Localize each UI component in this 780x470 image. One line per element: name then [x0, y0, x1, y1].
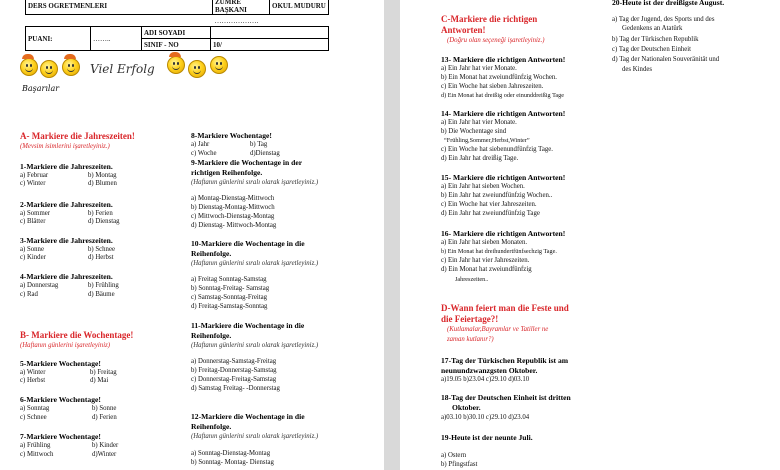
- smiley-icon: [62, 58, 80, 76]
- option[interactable]: d) Ein Monat hat dreißig oder einunddreißig Tage: [441, 92, 564, 99]
- option[interactable]: a) Freitag Sonntag-Samstag: [191, 276, 267, 283]
- option[interactable]: a) Sommer: [20, 210, 51, 217]
- question-9-line2: richtigen Reihenfolge.: [191, 168, 263, 177]
- option[interactable]: d)Winter: [92, 451, 117, 458]
- page-gutter: [384, 0, 400, 470]
- option[interactable]: d) Dienstag: [88, 218, 120, 225]
- section-c-title-line2: Antworten!: [441, 25, 486, 35]
- section-a-title: A- Markiere die Jahreszeiten!: [20, 131, 135, 141]
- smiley-icon: [20, 58, 38, 76]
- option[interactable]: b) Sonntag- Montag- Dienstag: [191, 459, 274, 466]
- section-c-title: C-Markiere die richtigen: [441, 14, 538, 24]
- hat-icon: [22, 54, 34, 59]
- option[interactable]: a) Ein Jahr hat vier Monate.: [441, 119, 517, 126]
- question-18-line2: Oktober.: [452, 403, 481, 412]
- section-c-subtitle: (Doğru olan seçeneği işaretleyiniz.): [447, 37, 545, 44]
- option[interactable]: b) Ferien: [88, 210, 113, 217]
- class-field[interactable]: 10/: [211, 39, 329, 51]
- question-14: 14- Markiere die richtigen Antworten!: [441, 109, 566, 118]
- option[interactable]: d) Tag der Nationalen Souveränität und: [612, 56, 720, 63]
- hat-icon: [64, 54, 76, 59]
- option[interactable]: c) Samstag-Sonntag-Freitag: [191, 294, 268, 301]
- option[interactable]: a) Winter: [20, 369, 46, 376]
- signature-table: [25, 0, 329, 26]
- option[interactable]: b) Freitag: [90, 369, 117, 376]
- option[interactable]: b) Ein Jahr hat zweiundfünfzig Wochen..: [441, 192, 553, 199]
- option-continued: “Frühling,Sommer,Herbst,Winter”: [444, 137, 530, 144]
- option[interactable]: d) Ferien: [92, 414, 117, 421]
- option[interactable]: a) Ein Jahr hat vier Monate.: [441, 65, 517, 72]
- option[interactable]: a) Frühling: [20, 442, 51, 449]
- name-label: ADI SOYADI: [142, 27, 211, 39]
- option[interactable]: b) Dienstag-Montag-Mittwoch: [191, 204, 275, 211]
- question-13: 13- Markiere die richtigen Antworten!: [441, 55, 566, 64]
- option[interactable]: d) Samstag Freitag- -Donnerstag: [191, 385, 280, 392]
- question-17-line2: neunundzwanzgsten Oktober.: [441, 366, 538, 375]
- option[interactable]: c) Mittwoch: [20, 451, 54, 458]
- question-12-hint: (Haftanın günlerini sıralı olarak işaretleyiniz.): [191, 433, 319, 440]
- option[interactable]: c) Herbst: [20, 377, 46, 384]
- option[interactable]: b) Pfingstfast: [441, 461, 478, 468]
- question-10: 10-Markiere die Wochentage in die: [191, 239, 305, 248]
- option[interactable]: c) Kinder: [20, 254, 46, 261]
- student-info-table: [25, 26, 329, 51]
- option[interactable]: d)Dienstag: [250, 150, 280, 157]
- option[interactable]: d) Blumen: [88, 180, 117, 187]
- option-continued: Jahreszeiten..: [455, 276, 489, 283]
- option[interactable]: b) Ein Monat hat zweiundfünfzig Wochen.: [441, 74, 557, 81]
- puani-label: PUANI:: [26, 27, 91, 51]
- option[interactable]: a) Februar: [20, 172, 49, 179]
- question-2: 2-Markiere die Jahreszeiten.: [20, 200, 113, 209]
- smiley-icon: [167, 56, 185, 74]
- question-12-line2: Reihenfolge.: [191, 422, 232, 431]
- smiley-icon: [210, 56, 228, 74]
- option[interactable]: b) Schnee: [88, 246, 115, 253]
- option[interactable]: d) Mai: [90, 377, 109, 384]
- option[interactable]: a) Donnerstag: [20, 282, 59, 289]
- option-continued: Gedenkens an Atatürk: [622, 25, 683, 32]
- option[interactable]: b) Die Wochentage sind: [441, 128, 507, 135]
- question-11: 11-Markiere die Wochentage in die: [191, 321, 305, 330]
- question-7: 7-Markiere Wochentage!: [20, 432, 101, 441]
- dots-field: ……………….: [214, 16, 259, 25]
- option[interactable]: d) Ein Jahr hat dreißig Tage.: [441, 155, 519, 162]
- option[interactable]: a) Ostern: [441, 452, 467, 459]
- question-19: 19-Heute ist der neunte Juli.: [441, 433, 533, 442]
- question-18-options[interactable]: a)03.10 b)30.10 c)29.10 d)23.04: [441, 414, 530, 421]
- question-9-hint: (Haftanın günlerini sıralı olarak işaretleyiniz.): [191, 179, 319, 186]
- viel-erfolg-text: Viel Erfolg: [90, 62, 155, 76]
- section-d-title: D-Wann feiert man die Feste und: [441, 303, 569, 313]
- option[interactable]: b) Freitag-Donnerstag-Samstag: [191, 367, 277, 374]
- option[interactable]: a) Montag-Dienstag-Mittwoch: [191, 195, 275, 202]
- puani-field: ……..: [91, 27, 142, 51]
- option[interactable]: a) Sonntag-Dienstag-Montag: [191, 450, 271, 457]
- question-1: 1-Markiere die Jahreszeiten.: [20, 162, 113, 171]
- question-3: 3-Markiere die Jahreszeiten.: [20, 236, 113, 245]
- question-11-hint: (Haftanın günlerini sıralı olarak işaretleyiniz.): [191, 342, 319, 349]
- option[interactable]: a) Tag der Jugend, des Sports und des: [612, 16, 715, 23]
- question-20: 20-Heute ist der dreißigste August.: [612, 0, 725, 7]
- option[interactable]: c) Blätter: [20, 218, 46, 225]
- option[interactable]: a) Ein Jahr hat sieben Monaten.: [441, 239, 528, 246]
- smiley-icon: [188, 60, 206, 78]
- section-b-title: B- Markiere die Wochentage!: [20, 330, 134, 340]
- option[interactable]: a) Ein Jahr hat sieben Wochen.: [441, 183, 525, 190]
- worksheet-page-1: [0, 0, 384, 470]
- name-field[interactable]: [211, 27, 329, 39]
- question-10-line2: Reihenfolge.: [191, 249, 232, 258]
- mudur-cell: OKUL MUDURU: [270, 0, 329, 15]
- option[interactable]: c) Mittwoch-Dienstag-Montag: [191, 213, 275, 220]
- option[interactable]: c) Ein Woche hat siebenundfünfzig Tage.: [441, 146, 553, 153]
- question-6: 6-Markiere Wochentage!: [20, 395, 101, 404]
- option[interactable]: d) Ein Jahr hat zweiundfünfzig Tage: [441, 210, 540, 217]
- option[interactable]: b) Sonntag-Freitag- Samstag: [191, 285, 270, 292]
- basarilar-text: Başarılar: [22, 84, 60, 93]
- option[interactable]: c) Ein Woche hat vier Jahreszeiten.: [441, 201, 537, 208]
- question-5: 5-Markiere Wochentage!: [20, 359, 101, 368]
- option-continued: des Kindes: [622, 66, 653, 73]
- option[interactable]: a) Sonntag: [20, 405, 50, 412]
- question-12: 12-Markiere die Wochentage in die: [191, 412, 305, 421]
- question-16: 16- Markiere die richtigen Antworten!: [441, 229, 566, 238]
- option[interactable]: b) Tag der Türkischen Republik: [612, 36, 699, 43]
- question-9: 9-Markiere die Wochentage in der: [191, 158, 303, 167]
- question-15: 15- Markiere die richtigen Antworten!: [441, 173, 566, 182]
- option[interactable]: c) Ein Woche hat sieben Jahreszeiten.: [441, 83, 544, 90]
- option[interactable]: c) Ein Jahr hat vier Jahreszeiten.: [441, 257, 530, 264]
- option[interactable]: c) Tag der Deutschen Einheit: [612, 46, 692, 53]
- option[interactable]: c) Winter: [20, 180, 46, 187]
- question-11-line2: Reihenfolge.: [191, 331, 232, 340]
- question-17: 17-Tag der Türkischen Republik ist am: [441, 356, 569, 365]
- option[interactable]: b) Tag: [250, 141, 268, 148]
- zumre-cell: ZÜMRE BAŞKANI: [213, 0, 270, 15]
- class-label: SINIF - NO: [142, 39, 211, 51]
- option[interactable]: b) Ein Monat hat dreihundertfünfsechzig Tage.: [441, 248, 557, 255]
- question-8: 8-Markiere Wochentage!: [191, 131, 272, 140]
- option[interactable]: a) Donnerstag-Samstag-Freitag: [191, 358, 277, 365]
- section-d-subtitle-line2: zaman kutlanır?): [447, 336, 494, 343]
- option[interactable]: a) Sonne: [20, 246, 44, 253]
- option[interactable]: a) Jahr: [191, 141, 210, 148]
- smiley-icon: [40, 60, 58, 78]
- option[interactable]: d) Bäume: [88, 291, 115, 298]
- option[interactable]: b) Sonne: [92, 405, 117, 412]
- option[interactable]: c) Rad: [20, 291, 38, 298]
- option[interactable]: c) Woche: [191, 150, 217, 157]
- section-d-title-line2: die Feiertage?!: [441, 314, 499, 324]
- option[interactable]: b) Frühling: [88, 282, 119, 289]
- option[interactable]: d) Freitag-Samstag-Sonntag: [191, 303, 268, 310]
- worksheet-page-2: [400, 0, 780, 470]
- option[interactable]: d) Dienstag- Mittwoch-Montag: [191, 222, 277, 229]
- option[interactable]: c) Donnerstag-Freitag-Samstag: [191, 376, 277, 383]
- option[interactable]: b) Kinder: [92, 442, 119, 449]
- question-10-hint: (Haftanın günlerini sıralı olarak işaretleyiniz.): [191, 260, 319, 267]
- question-17-options[interactable]: a)19.05 b)23.04 c)29.10 d)03.10: [441, 376, 530, 383]
- option[interactable]: c) Schnee: [20, 414, 47, 421]
- option[interactable]: b) Montag: [88, 172, 117, 179]
- option[interactable]: d) Herbst: [88, 254, 114, 261]
- section-a-subtitle: (Mevsim isimlerini işaretleyiniz.): [20, 143, 110, 150]
- question-18: 18-Tag der Deutschen Einheit ist dritten: [441, 393, 571, 402]
- teachers-cell: DERS OGRETMENLERI: [26, 0, 213, 15]
- section-b-subtitle: (Haftanın günlerini işaretleyiniz): [20, 342, 110, 349]
- question-4: 4-Markiere die Jahreszeiten.: [20, 272, 113, 281]
- section-d-subtitle: (Kutlamalar,Bayramlar ve Tatiller ne: [447, 326, 549, 333]
- hat-icon: [169, 52, 181, 57]
- option[interactable]: d) Ein Monat hat zweiundfünfzig: [441, 266, 532, 273]
